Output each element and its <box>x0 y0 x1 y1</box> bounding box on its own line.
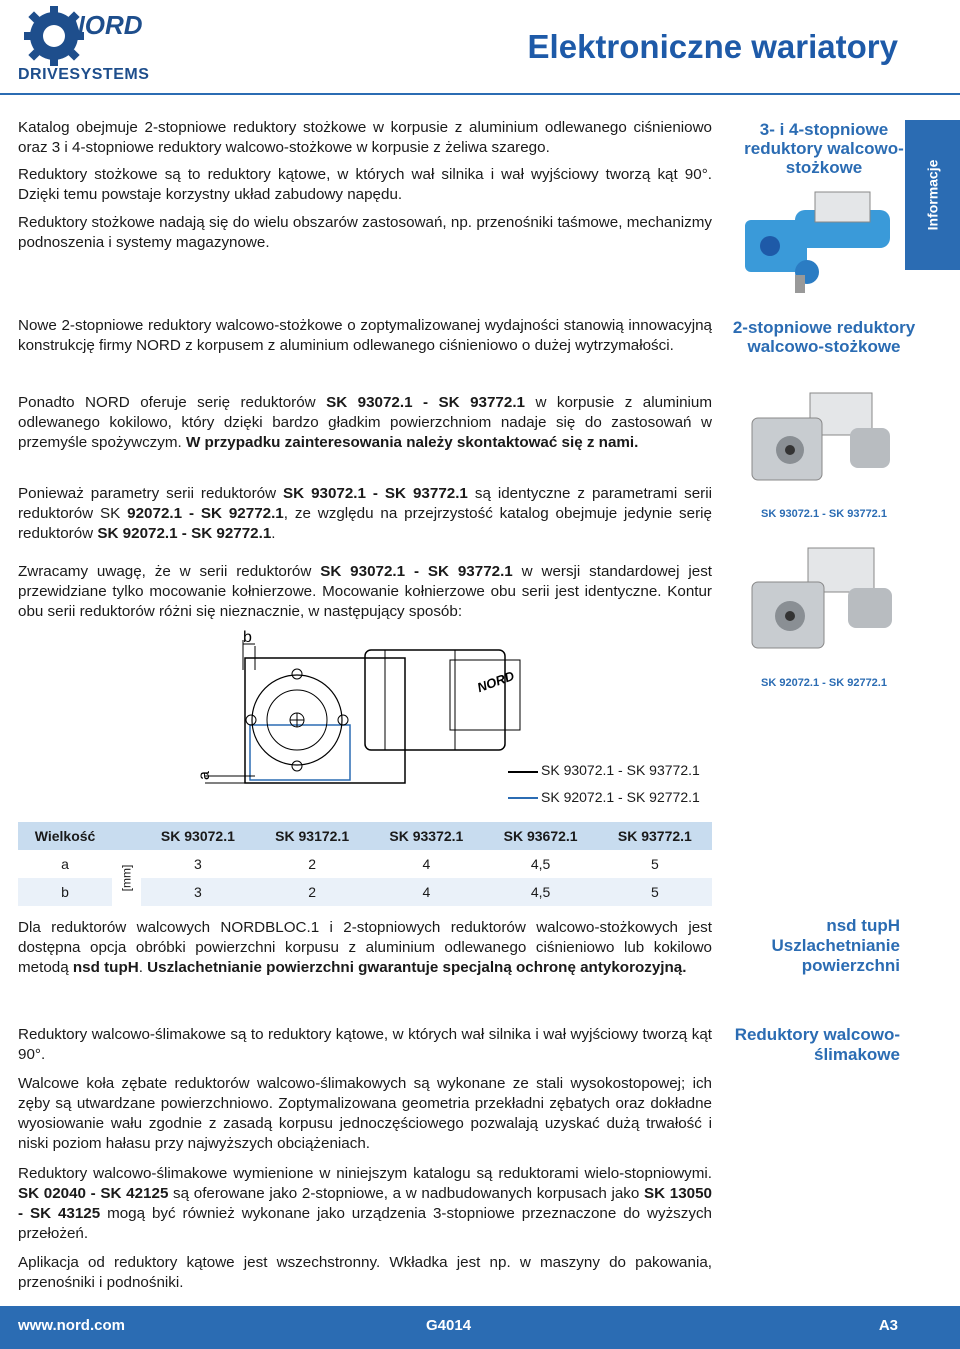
silver-gearmotor-image-2 <box>740 540 900 665</box>
paragraph-bevel-definition: Reduktory stożkowe są to reduktory kątowe, w których wał silnika i wał wyjściowy tworzą kąt 90°. Dzięki temu powstaje korzystny układ zabudowy napędu. <box>18 166 712 203</box>
paragraph-flange-mount: Zwracamy uwagę, że w serii reduktorów SK 93072.1 - SK 93772.1 w wersji standardowej jest przewidziane tylko mocowanie kołnierzowe. Mocowanie kołnierzowe obu serii jest identyczne. Kontur obu serii reduktorów różni się nieznacznie, w następujący sposób: <box>18 563 713 620</box>
table-header: SK 93172.1 <box>275 828 350 844</box>
silver-gearmotor-image-1 <box>740 378 900 498</box>
table-header: SK 93672.1 <box>503 828 578 844</box>
table-cell: 4 <box>422 884 431 900</box>
drawing-nord-mark: NORD <box>475 668 517 696</box>
row-label: b <box>61 884 69 900</box>
heading-nsd-tuph: nsd tupH Uszlachetnianie powierzchni <box>771 916 900 975</box>
paragraph-worm-stages: Reduktory walcowo-ślimakowe wymienione w niniejszym katalogu są reduktorami wielo-stopniowymi. SK 02040 - SK 42125 są oferowane jako 2-stopniowe, a w nadbudowanych korpusach jako SK 13050 - SK 43125 mogą być również wykonane jako urządzenia 3-stopniowe przeznaczone do wyższych przełożeń. <box>18 1165 712 1242</box>
header-rule <box>0 93 960 95</box>
blue-gearmotor-image <box>735 180 900 300</box>
legend-line-blue <box>508 797 538 799</box>
size-table <box>18 822 712 906</box>
paragraph-worm-gears: Walcowe koła zębate reduktorów walcowo-ślimakowych są wykonane ze stali wysokostopowej; ich zęby są utwardzane powierzchniowo. Zoptymalizowana geometria przekładni zębatych oraz dokładne wyosiowanie wału zgodnie z zasadą korpusu jednoczęściowego pozwalają uzyskać dużą trwałość i niski poziom hałasu przy najwyższych obciążeniach. <box>18 1075 712 1152</box>
table-cell: 3 <box>194 884 202 900</box>
paragraph-identical-series: Ponieważ parametry serii reduktorów SK 93072.1 - SK 93772.1 są identyczne z parametrami serii reduktorów SK 92072.1 - SK 92772.1, ze względu na przejrzystość katalog obejmuje jedynie serię reduktorów SK 92072.1 - SK 92772.1. <box>18 485 712 542</box>
paragraph-application: Aplikacja od reduktory kątowe jest wszechstronny. Wkładka jest np. w maszyny do pakowania, przenośniki i podnośniki. <box>18 1254 712 1291</box>
paragraph-two-stage: Nowe 2-stopniowe reduktory walcowo-stożkowe o zoptymalizowanej wydajności stanowią innowacyjną konstrukcję firmy NORD z korpusem z aluminium odlewanego ciśnieniowo o dużej wytrzymałości. <box>18 317 712 354</box>
brand-tagline: DRIVESYSTEMS <box>18 66 150 83</box>
dim-label-a: a <box>196 771 213 780</box>
table-cell: 4,5 <box>530 884 551 900</box>
paragraph-surface-treatment: Dla reduktorów walcowych NORDBLOC.1 i 2-stopniowych reduktorów walcowo-stożkowych jest dostępna opcja obróbki powierzchni korpusu z aluminium odlewanego ciśnieniowo lub kokilowo metodą nsd tupH. Uszlachetnianie powierzchni gwarantuje specjalną ochronę antykorozyjną. <box>18 919 712 976</box>
footer-bar <box>0 1306 960 1349</box>
table-header: Wielkość <box>34 828 96 844</box>
caption-sk-93: SK 93072.1 - SK 93772.1 <box>761 508 887 520</box>
logo-word: NORD <box>66 10 143 40</box>
table-cell: 4 <box>422 856 431 872</box>
paragraph-intro: Katalog obejmuje 2-stopniowe reduktory stożkowe w korpusie z aluminium odlewanego ciśnieniowo oraz 3 i 4-stopniowe reduktory walcowo-stożkowe w korpusie z żeliwa szarego. <box>18 119 712 156</box>
heading-3-4-stage: 3- i 4-stopniowe reduktory walcowo-stożkowe <box>744 120 904 177</box>
page-title: Elektroniczne wariatory <box>527 28 898 65</box>
table-cell: 4,5 <box>530 856 551 872</box>
caption-sk-92: SK 92072.1 - SK 92772.1 <box>761 677 887 689</box>
table-row <box>18 850 712 878</box>
table-header: SK 93772.1 <box>617 828 692 844</box>
page-number: A3 <box>878 1317 898 1334</box>
footer-doc-code: G4014 <box>426 1317 472 1334</box>
table-header-row <box>18 822 712 850</box>
row-label: a <box>61 856 69 872</box>
legend-sk-92: SK 92072.1 - SK 92772.1 <box>541 789 700 805</box>
paragraph-worm-definition: Reduktory walcowo-ślimakowe są to reduktory kątowe, w których wał silnika i wał wyjściowy tworzą kąt 90°. <box>18 1026 712 1063</box>
table-cell: 3 <box>194 856 202 872</box>
legend-sk-93: SK 93072.1 - SK 93772.1 <box>541 762 700 778</box>
unit-label: [mm] <box>119 864 134 892</box>
contour-drawing <box>195 630 525 810</box>
table-header: SK 93072.1 <box>160 828 235 844</box>
table-cell: 2 <box>308 856 317 872</box>
table-cell: 2 <box>308 884 317 900</box>
footer-url[interactable]: www.nord.com <box>18 1317 125 1334</box>
table-header: SK 93372.1 <box>389 828 464 844</box>
paragraph-applications: Reduktory stożkowe nadają się do wielu obszarów zastosowań, np. przenośniki taśmowe, mechanizmy podnoszenia i systemy magazynowe. <box>18 214 712 251</box>
paragraph-food-industry: Ponadto NORD oferuje serię reduktorów SK 93072.1 - SK 93772.1 w korpusie z aluminium odlewanego kokilowo, który dzięki bardzo gładkim powierzchniom nadaje się do zastosowań w przemyśle spożywczym. W przypadku zainteresowania należy skontaktować się z nami. <box>18 394 712 451</box>
dim-label-b: b <box>243 630 252 646</box>
table-cell: 5 <box>650 856 659 872</box>
table-cell: 5 <box>650 884 659 900</box>
info-tab-label: Informacje <box>924 159 941 231</box>
heading-2-stage: 2-stopniowe reduktory walcowo-stożkowe <box>732 318 916 356</box>
heading-worm: Reduktory walcowo-ślimakowe <box>734 1025 900 1064</box>
legend-line-black <box>508 771 538 773</box>
